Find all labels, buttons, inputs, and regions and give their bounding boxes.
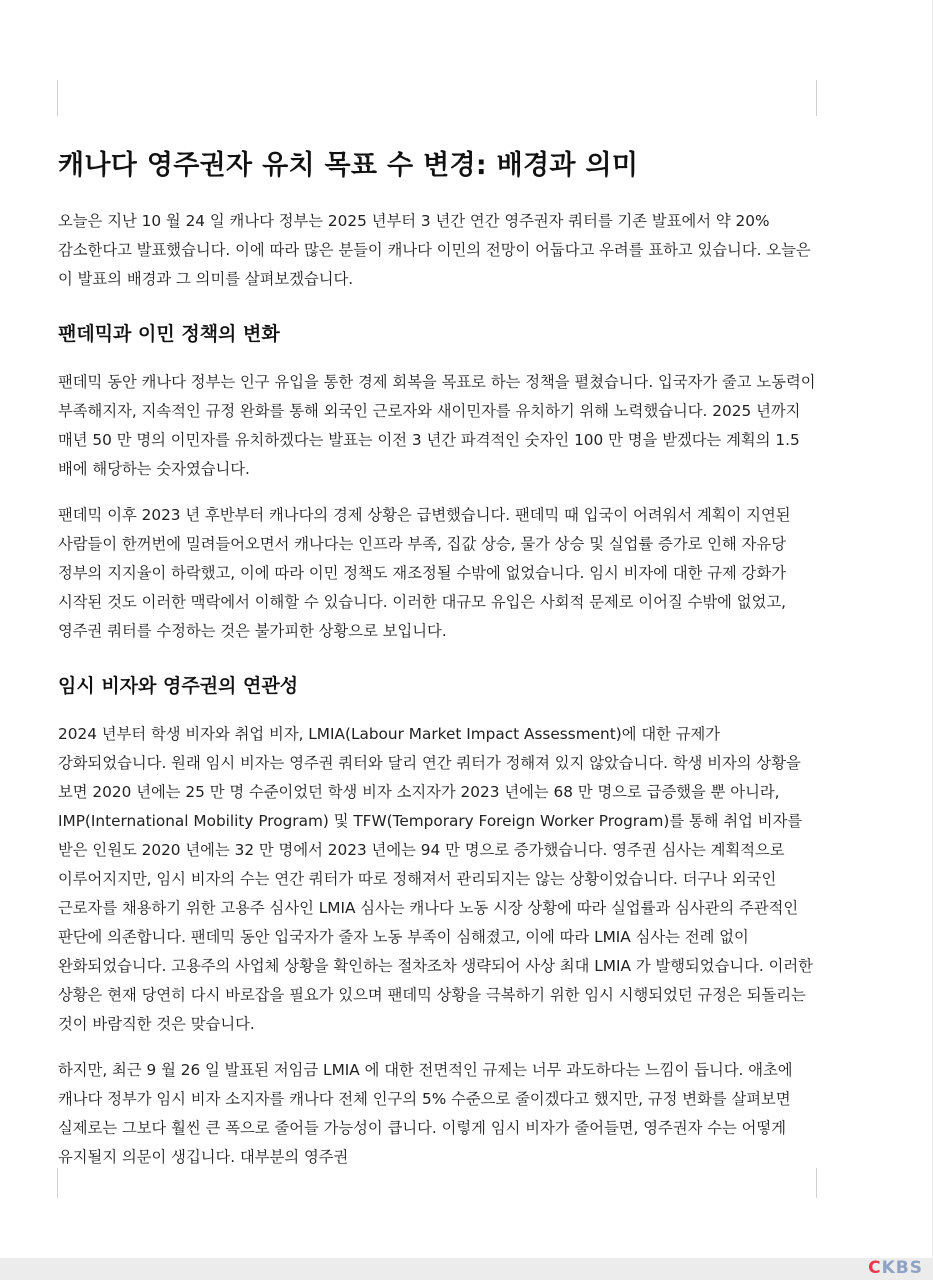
paragraph-pandemic-1: 팬데믹 동안 캐나다 정부는 인구 유입을 통한 경제 회복을 목표로 하는 정책을 펼쳤습니다. 입국자가 줄고 노동력이 부족해지자, 지속적인 규정 완화를 통해 외국인 근로자와 새이민자를 유치하기 위해 노력했습니다. 2025 년까지 매년 50 만 명의 이민자를 유치하겠다는 발표는 이전 3 년간 파격적인 숫자인 100 만 명을 받겠다는 계획의 1.5 배에 해당하는 숫자였습니다.	[58, 373, 816, 478]
section-heading-pandemic: 팬데믹과 이민 정책의 변화	[58, 323, 280, 345]
logo-letter-c: C	[868, 1258, 882, 1278]
logo-letters-kbs: KBS	[881, 1258, 923, 1278]
crop-mark-top-right	[816, 80, 817, 116]
paragraph-visa-2: 하지만, 최근 9 월 26 일 발표된 저임금 LMIA 에 대한 전면적인 규제는 너무 과도하다는 느낌이 듭니다. 애초에 캐나다 정부가 임시 비자 소지자를 캐나다 전체 인구의 5% 수준으로 줄이겠다고 했지만, 규정 변화를 살펴보면 실제로는 그보다 훨씬 큰 폭으로 줄어들 가능성이 큽니다. 이렇게 임시 비자가 줄어들면, 영주권자 수는 어떻게 유지될지 의문이 생깁니다. 대부분의 영주권	[58, 1061, 793, 1166]
crop-mark-bottom-right	[816, 1168, 817, 1198]
document-title: 캐나다 영주권자 유치 목표 수 변경: 배경과 의미	[58, 150, 639, 181]
section-heading-temporary-visa: 임시 비자와 영주권의 연관성	[58, 675, 299, 697]
paragraph-pandemic-2: 팬데믹 이후 2023 년 후반부터 캐나다의 경제 상황은 급변했습니다. 팬데믹 때 입국이 어려워서 계획이 지연된 사람들이 한꺼번에 밀려들어오면서 캐나다는 인프라 부족, 집값 상승, 물가 상승 및 실업률 증가로 인해 자유당 정부의 지지율이 하락했고, 이에 따라 이민 정책도 재조정될 수밖에 없었습니다. 임시 비자에 대한 규제 강화가 시작된 것도 이러한 맥락에서 이해할 수 있습니다. 이러한 대규모 유입은 사회적 문제로 이어질 수밖에 없었고, 영주권 쿼터를 수정하는 것은 불가피한 상황으로 보입니다.	[58, 506, 791, 640]
ckbs-logo	[868, 1258, 923, 1278]
paragraph-visa-1: 2024 년부터 학생 비자와 취업 비자, LMIA(Labour Market Impact Assessment)에 대한 규제가 강화되었습니다. 원래 임시 비자는 영주권 쿼터와 달리 연간 쿼터가 정해져 있지 않았습니다. 학생 비자의 상황을 보면 2020 년에는 25 만 명 수준이었던 학생 비자 소지자가 2023 년에는 68 만 명으로 급증했을 뿐 아니라, IMP(International Mobility Program) 및 TFW(Temporary Foreign Worker Program)를 통해 취업 비자를 받은 인원도 2020 년에는 32 만 명에서 2023 년에는 94 만 명으로 증가했습니다. 영주권 심사는 계획적으로 이루어지지만, 임시 비자의 수는 연간 쿼터가 따로 정해져서 관리되지는 않는 상황이었습니다. 더구나 외국인 근로자를 채용하기 위한 고용주 심사인 LMIA 심사는 캐나다 노동 시장 상황에 따라 실업률과 심사관의 주관적인 판단에 의존합니다. 팬데믹 동안 입국자가 줄자 노동 부족이 심해졌고, 이에 따라 LMIA 심사는 전례 없이 완화되었습니다. 고용주의 사업체 상황을 확인하는 절차조차 생략되어 사상 최대 LMIA 가 발행되었습니다. 이러한 상황은 현재 당연히 다시 바로잡을 필요가 있으며 팬데믹 상황을 극복하기 위한 임시 시행되었던 규정은 되돌리는 것이 바람직한 것은 맞습니다.	[58, 725, 813, 1033]
intro-paragraph: 오늘은 지난 10 월 24 일 캐나다 정부는 2025 년부터 3 년간 연간 영주권자 쿼터를 기존 발표에서 약 20% 감소한다고 발표했습니다. 이에 따라 많은 분들이 캐나다 이민의 전망이 어둡다고 우려를 표하고 있습니다. 오늘은 이 발표의 배경과 그 의미를 살펴보겠습니다.	[58, 212, 811, 288]
crop-mark-top-left	[57, 80, 58, 116]
crop-mark-bottom-left	[57, 1168, 58, 1198]
document-body	[58, 140, 818, 1172]
